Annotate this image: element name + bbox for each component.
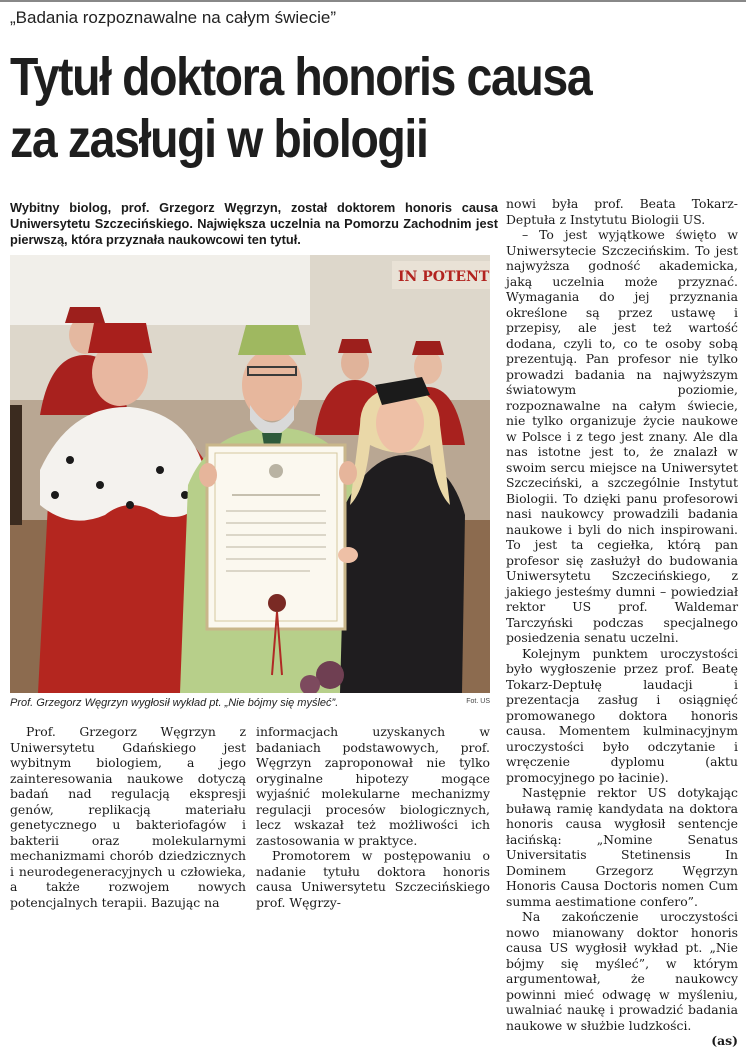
body-paragraph: informacjach uzyskanych w badaniach podstawowych, prof. Węgrzyn zaproponował nie tylko oryginalne hipotezy mogące wyjaśnić molekularne mechanizmy regulacji procesów biologicznych, lecz wskazał też możliwości ich zastosowania w praktyce. (256, 724, 490, 848)
kicker-quote: „Badania rozpoznawalne na całym świecie” (10, 8, 336, 27)
body-paragraph: Na zakończenie uroczystości nowo mianowany doktor honoris causa US wygłosił wykład pt. „Nie bójmy się myśleć”, w którym argumentował, że naukowcy powinni mieć odwagę w myśleniu, uwalniać naukę i prowadzić badania naukowe w służbie ludzkości. (506, 909, 738, 1033)
body-paragraph: Promotorem w postępowaniu o nadanie tytułu doktora honoris causa Uniwersytetu Szczecińskiego prof. Węgrzy- (256, 848, 490, 910)
body-column-3 (506, 196, 738, 1049)
caption-text: Prof. Grzegorz Węgrzyn wygłosił wykład pt. „Nie bójmy się myśleć”. (10, 697, 339, 709)
body-paragraph: Prof. Grzegorz Węgrzyn z Uniwersytetu Gdańskiego jest wybitnym biologiem, a jego zainteresowania naukowe dotyczą badań nad regulacją ekspresji genów, replikacją materiału genetycznego u bakteriofagów i bakterii oraz molekularnymi mechanizmami chorób dziedzicznych i neurodegeneracyjnych u człowieka, a także rozwojem nowych potencjalnych terapii. Bazując na (10, 724, 246, 910)
body-column-2 (256, 724, 490, 910)
headline-line-2: za zasługi w biologii (10, 109, 428, 169)
photo-credit: Fot. US (466, 698, 490, 705)
ceremony-photo-illustration (10, 255, 490, 693)
photo-caption (10, 697, 490, 709)
body-paragraph: nowi była prof. Beata Tokarz-Deptuła z Instytutu Biologii US. (506, 196, 738, 227)
headline-line-1: Tytuł doktora honoris causa (10, 47, 592, 107)
body-paragraph: Następnie rektor US dotykając buławą ramię kandydata na doktora honoris causa wygłosił sentencje łacińską: „Nomine Senatus Universitatis Stetinensis In Dominem Grzegorz Węgrzyn Honoris Causa Doctoris nomen Cum summa aestimatione confero”. (506, 785, 738, 909)
headline (10, 46, 638, 170)
author-signature: (as) (711, 1033, 738, 1048)
ceremony-photo (10, 255, 490, 693)
body-paragraph: – To jest wyjątkowe święto w Uniwersytecie Szczecińskim. To jest najwyższa godność akademicka, jaką uczelnia może przyznać. Wymagania do jej przyznania określone są przez ustawę i przepisy, ale jest też wartość dodana, czyli to, co te osoby sobą prezentują. Pan profesor nie tylko prowadzi badania na najwyższym światowym poziomie, rozpoznawalne na całym świecie, nie tylko organizuje życie naukowe w Polsce i z tego jest znany. Ale dla nas istotne jest to, że znalazł w swoim sercu miejsce na Uniwersytet Szczeciński, a szczególnie Instytut Biologii. To dzięki panu profesorowi nasi naukowcy prowadzili badania naukowe i byli do nich inspirowani. To jest ta cegiełka, którą pan profesor się zasłużył do budowania Uniwersytetu Szczecińskiego, z jakiego jesteśmy dumni – powiedział rektor US prof. Waldemar Tarczyński podczas specjalnego posiedzenia senatu uczelni. (506, 227, 738, 645)
lead-paragraph: Wybitny biolog, prof. Grzegorz Węgrzyn, został doktorem honoris causa Uniwersytetu Szczecińskiego. Największa uczelnia na Pomorzu Zachodnim jest pierwszą, która przyznała naukowcowi ten tytuł. (10, 200, 498, 247)
body-column-1 (10, 724, 246, 910)
top-rule (0, 0, 746, 2)
sign-text: IN POTENT (398, 269, 490, 285)
body-paragraph: Kolejnym punktem uroczystości było wygłoszenie przez prof. Beatę Tokarz-Deptułę laudacji i prezentacja zasług i osiągnięć promowanego doktora honoris causa. Momentem kulminacyjnym uroczystości było odczytanie i wręczenie dyplomu (aktu promocyjnego po łacinie). (506, 645, 738, 785)
